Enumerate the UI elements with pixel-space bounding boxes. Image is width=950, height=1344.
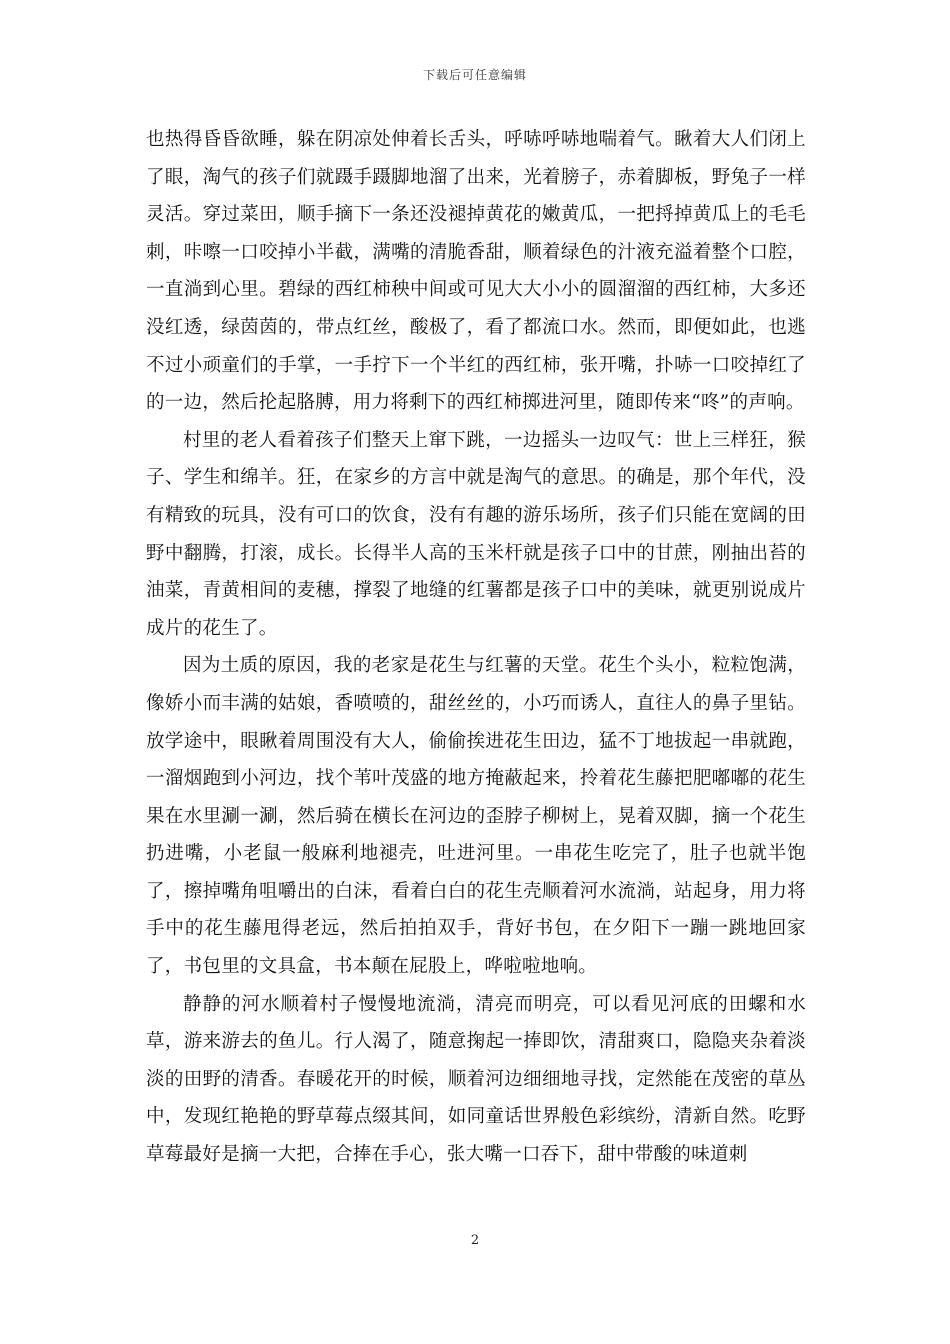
paragraph-3: 因为土质的原因，我的老家是花生与红薯的天堂。花生个头小，粒粒饱满，像娇小而丰满的姑娘，香喷喷的，甜丝丝的，小巧而诱人，直往人的鼻子里钻。放学途中，眼瞅着周围没有大人，偷偷挨进花生田边，猛不丁地拔起一串就跑，一溜烟跑到小河边，找个苇叶茂盛的地方掩蔽起来，拎着花生藤把肥嘟嘟的花生果在水里涮一涮，然后骑在横长在河边的歪脖子柳树上，晃着双脚，摘一个花生扔进嘴，小老鼠一般麻利地褪壳，吐进河里。一串花生吃完了，肚子也就半饱了，擦掉嘴角咀嚼出的白沫，看着白白的花生壳顺着河水流淌，站起身，用力将手中的花生藤甩得老远，然后拍拍双手，背好书包，在夕阳下一蹦一跳地回家了，书包里的文具盒，书本颠在屁股上，哗啦啦地响。 — [146, 655, 806, 978]
paragraph-1: 也热得昏昏欲睡，躲在阴凉处伸着长舌头，呼哧呼哧地喘着气。瞅着大人们闭上了眼，淘气的孩子们就蹑手蹑脚地溜了出来，光着膀子，赤着脚板，野兔子一样灵活。穿过菜田，顺手摘下一条还没褪掉黄花的嫩黄瓜，一把捋掉黄瓜上的毛毛刺，咔嚓一口咬掉小半截，满嘴的清脆香甜，顺着绿色的汁液充溢着整个口腔，一直淌到心里。碧绿的西红柿秧中间或可见大大小小的圆溜溜的西红柿，大多还没红透，绿茵茵的，带点红丝，酸极了，看了都流口水。然而，即便如此，也逃不过小顽童们的手掌，一手拧下一个半红的西红柿，张开嘴，扑哧一口咬掉红了的一边，然后抡起胳膊，用力将剩下的西红柿掷进河里，随即传来“咚”的声响。 — [146, 129, 806, 414]
body-text — [146, 121, 806, 1174]
page-number: 2 — [470, 1233, 480, 1248]
paragraph-4: 静静的河水顺着村子慢慢地流淌，清亮而明亮，可以看见河底的田螺和水草，游来游去的鱼儿。行人渴了，随意掬起一捧即饮，清甜爽口，隐隐夹杂着淡淡的田野的清香。春暖花开的时候，顺着河边细细地寻找，定然能在茂密的草丛中，发现红艳艳的野草莓点缀其间，如同童话世界般色彩缤纷，清新自然。吃野草莓最好是摘一大把，合捧在手心，张大嘴一口吞下，甜中带酸的味道刺 — [146, 993, 806, 1166]
paragraph-2: 村里的老人看着孩子们整天上窜下跳，一边摇头一边叹气：世上三样狂，猴子、学生和绵羊。狂，在家乡的方言中就是淘气的意思。的确是，那个年代，没有精致的玩具，没有可口的饮食，没有有趣的游乐场所，孩子们只能在宽阔的田野中翻腾，打滚，成长。长得半人高的玉米杆就是孩子口中的甘蔗，刚抽出苔的油菜，青黄相间的麦穗，撑裂了地缝的红薯都是孩子口中的美味，就更别说成片成片的花生了。 — [146, 429, 806, 639]
page-header: 下载后可任意编辑 — [422, 68, 527, 82]
